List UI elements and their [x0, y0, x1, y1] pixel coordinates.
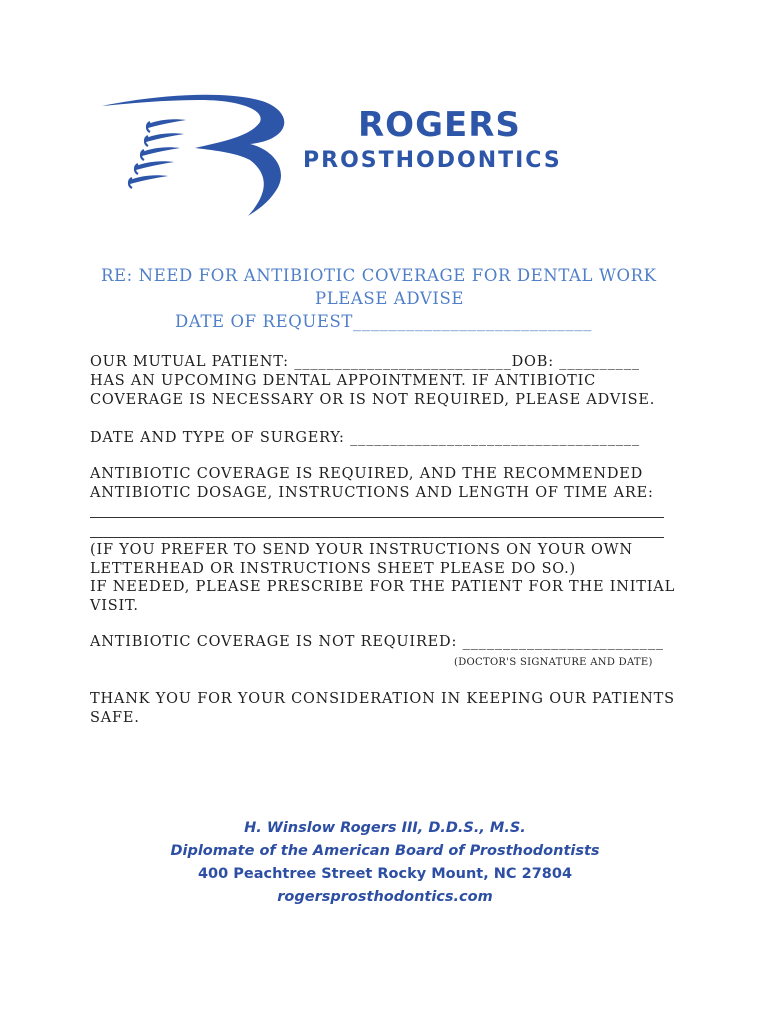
patient-dob-field: OUR MUTUAL PATIENT: ___________________________DOB: __________ — [90, 354, 640, 370]
subject-line: RE: NEED FOR ANTIBIOTIC COVERAGE FOR DENTAL WORK — [101, 266, 657, 285]
thanks-line-1: THANK YOU FOR YOUR CONSIDERATION IN KEEPING OUR PATIENTS — [90, 691, 675, 707]
practice-website-link[interactable]: rogersprosthodontics.com — [277, 889, 493, 905]
logo-subtitle: PROSTHODONTICS — [303, 148, 562, 173]
coverage-not-required-field: ANTIBIOTIC COVERAGE IS NOT REQUIRED: _________________________ — [90, 634, 664, 650]
rogers-r-tooth-logo-icon — [100, 92, 300, 217]
letter-footer — [0, 817, 770, 909]
thanks-line-2: SAFE. — [90, 710, 140, 726]
logo-brand-name: ROGERS — [358, 105, 521, 145]
appointment-text-line-2: COVERAGE IS NECESSARY OR IS NOT REQUIRED, PLEASE ADVISE. — [90, 392, 656, 408]
board-certification: Diplomate of the American Board of Prosthodontists — [170, 843, 600, 859]
appointment-text-line-1: HAS AN UPCOMING DENTAL APPOINTMENT. IF ANTIBIOTIC — [90, 373, 597, 389]
instructions-blank-line-1 — [90, 517, 664, 518]
signature-caption: (DOCTOR'S SIGNATURE AND DATE) — [454, 657, 653, 668]
instructions-note-line-3: IF NEEDED, PLEASE PRESCRIBE FOR THE PATIENT FOR THE INITIAL — [90, 579, 676, 595]
date-of-request-field: DATE OF REQUEST___________________________ — [175, 312, 592, 331]
instructions-note-line-4: VISIT. — [90, 598, 139, 614]
surgery-date-type-field: DATE AND TYPE OF SURGERY: ____________________________________ — [90, 430, 640, 446]
coverage-required-line-1: ANTIBIOTIC COVERAGE IS REQUIRED, AND THE RECOMMENDED — [90, 466, 644, 482]
coverage-required-line-2: ANTIBIOTIC DOSAGE, INSTRUCTIONS AND LENGTH OF TIME ARE: — [90, 485, 654, 501]
practice-address: 400 Peachtree Street Rocky Mount, NC 27804 — [197, 866, 573, 882]
instructions-note-line-1: (IF YOU PREFER TO SEND YOUR INSTRUCTIONS ON YOUR OWN — [90, 542, 633, 558]
please-advise-line: PLEASE ADVISE — [315, 289, 465, 308]
instructions-note-line-2: LETTERHEAD OR INSTRUCTIONS SHEET PLEASE DO SO.) — [90, 561, 577, 577]
instructions-blank-line-2 — [90, 537, 664, 538]
doctor-name: H. Winslow Rogers III, D.D.S., M.S. — [244, 820, 526, 836]
